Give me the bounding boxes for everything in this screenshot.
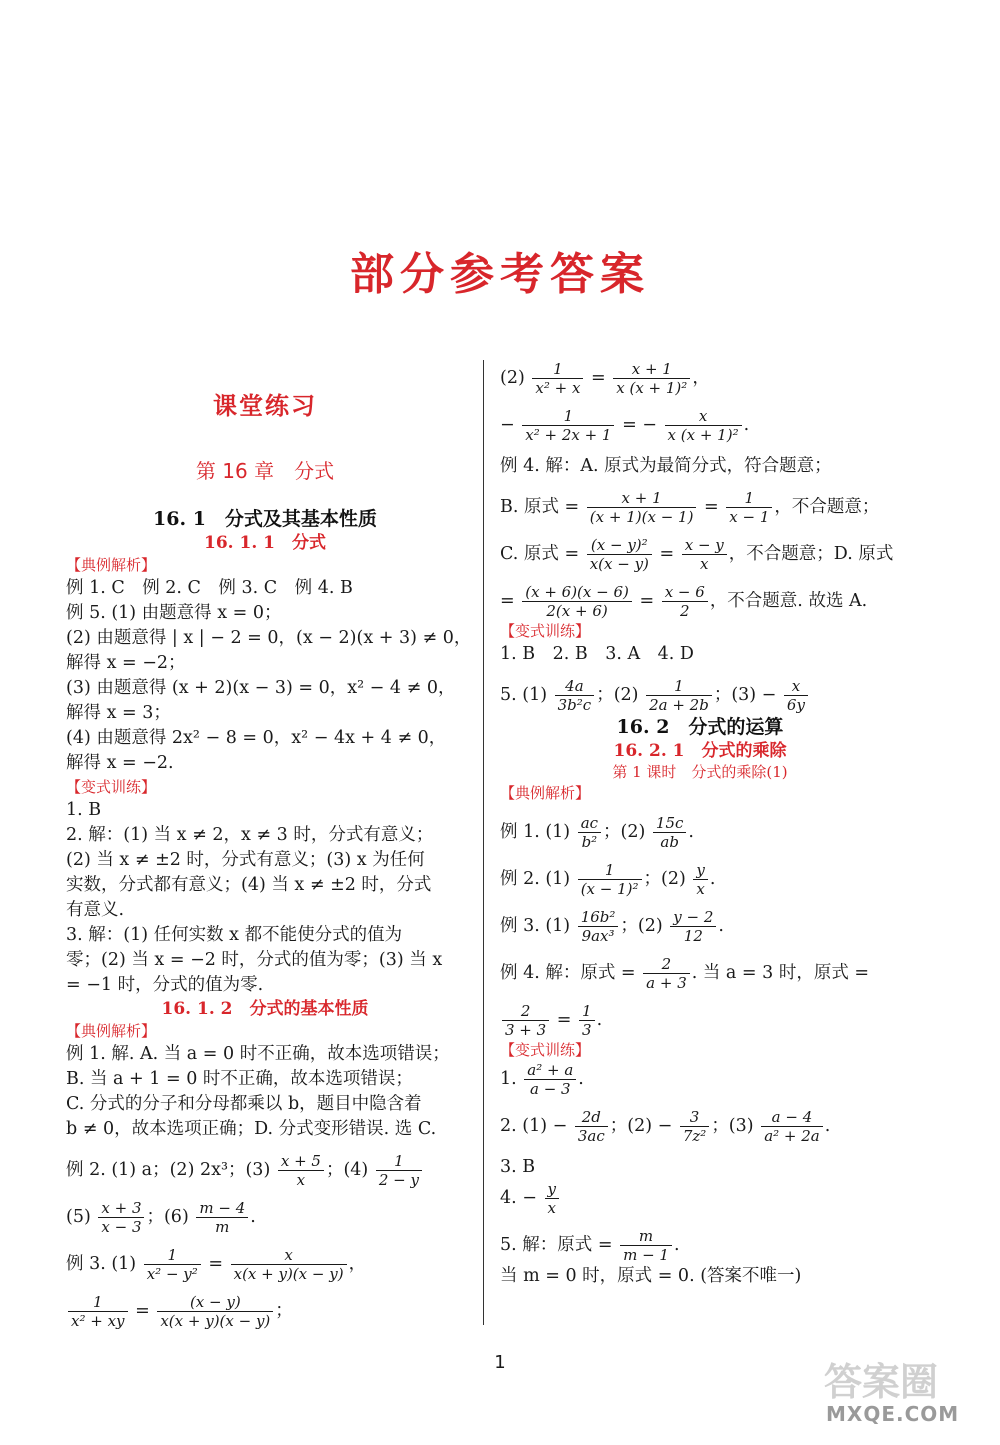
fraction: $\frac{x - 6}{2}$ <box>662 583 708 620</box>
text-line: 1. B 2. B 3. A 4. D <box>500 644 694 664</box>
text-line: 例 1. C 例 2. C 例 3. C 例 4. B <box>66 578 353 598</box>
text-line: 例 5. (1) 由题意得 x = 0； <box>66 603 282 623</box>
text-line: 3. 解：(1) 任何实数 x 都不能使分式的值为 <box>66 925 403 945</box>
page-number: 1 <box>494 1352 506 1373</box>
tag-examples: 【典例解析】 <box>66 1022 157 1040</box>
exercise-5-line: 5. (1) $\frac{4a}{\text{3b²c}}$ ；(2) $\frac{1}{2a + 2b}$ ；(3) − $\frac{x}{6y}$ <box>500 677 900 714</box>
text-line: b ≠ 0，故本选项正确；D. 分式变形错误. 选 C. <box>66 1119 437 1139</box>
text-line: B. 当 a + 1 = 0 时不正确，故本选项错误； <box>66 1069 413 1089</box>
fraction: $\frac{1}{2 - y}$ <box>376 1152 422 1189</box>
heading-16-2: 16. 2 分式的运算 <box>616 716 784 738</box>
fraction: $\frac{1}{\text{(x − 1)²}}$ <box>578 861 642 898</box>
text-line: (2) 由题意得 | x | − 2 = 0，(x − 2)(x + 3) ≠ 0， <box>66 628 472 648</box>
example-3c-line: (2) $\frac{1}{\text{x² + x}}$ = $\frac{x + 1}{\text{x (x + 1)²}}$ ， <box>500 360 710 397</box>
tag-exercises: 【变式训练】 <box>500 1041 591 1059</box>
example-4b-line: B. 原式 = $\frac{x + 1}{(x + 1)(x - 1)}$ = $\frac{1}{x - 1}$ ，不合题意； <box>500 489 880 526</box>
heading-lesson: 第 1 课时 分式的乘除(1) <box>612 763 788 781</box>
text-line: (4) 由题意得 2x² − 8 = 0，x² − 4x + 4 ≠ 0， <box>66 728 447 748</box>
exercise-2-line: 2. (1) − $\frac{2d}{3ac}$ ；(2) − $\frac{3}{\text{7z²}}$ ；(3) $\frac{a - 4}{\text{a² + 2a}}$ . <box>500 1108 831 1145</box>
page-title: 部分参考答案 <box>350 249 650 300</box>
fraction: $\frac{m}{m - 1}$ <box>620 1227 672 1264</box>
fraction: $\frac{m - 4}{m}$ <box>196 1199 248 1236</box>
fraction: $\frac{1}{2a + 2b}$ <box>646 677 712 714</box>
text-line: 零；(2) 当 x = −2 时，分式的值为零；(3) 当 x <box>66 950 443 970</box>
watermark-brand: 答案圈 <box>824 1360 939 1404</box>
fraction: $\frac{(x - y)}{x(x + y)(x - y)}$ <box>157 1293 273 1330</box>
text-line: (3) 由题意得 (x + 2)(x − 3) = 0，x² − 4 ≠ 0， <box>66 678 456 698</box>
heading-16-1-1: 16. 1. 1 分式 <box>204 533 326 553</box>
example-3d-line: − $\frac{1}{\text{x² + 2x + 1}}$ = − $\frac{x}{\text{x (x + 1)²}}$ . <box>500 407 750 444</box>
example-4c-line: C. 原式 = $\frac{\text{(x − y)²}}{x(x - y)}$ = $\frac{x - y}{x}$ ，不合题意；D. 原式 <box>500 536 894 573</box>
text-line: 有意义. <box>66 900 125 920</box>
fraction: $\frac{\text{(x − y)²}}{x(x - y)}$ <box>587 536 652 573</box>
fraction: $\frac{y}{x}$ <box>693 861 707 898</box>
tag-examples: 【典例解析】 <box>66 556 157 574</box>
fraction: $\frac{x + 1}{\text{x (x + 1)²}}$ <box>613 360 690 397</box>
text-line: 1. B <box>66 800 102 820</box>
fraction: $\frac{1}{\text{x² − y²}}$ <box>144 1246 201 1283</box>
fraction: $\frac{x}{x(x + y)(x - y)}$ <box>231 1246 347 1283</box>
text-line: (2) 当 x ≠ ±2 时，分式有意义；(3) x 为任何 <box>66 850 425 870</box>
text-line: 解得 x = −2； <box>66 653 186 673</box>
fraction: $\frac{x + 1}{(x + 1)(x - 1)}$ <box>587 489 697 526</box>
example-3-line: 例 3. (1) $\frac{\text{16b²}}{\text{9ax³}}$ ；(2) $\frac{y - 2}{12}$ . <box>500 908 724 945</box>
section-title: 课堂练习 <box>213 392 317 420</box>
fraction: $\frac{1}{\text{x² + 2x + 1}}$ <box>522 407 614 444</box>
fraction: $\frac{3}{\text{7z²}}$ <box>680 1108 709 1145</box>
text-line: 解得 x = 3； <box>66 703 171 723</box>
right-column <box>500 360 900 1289</box>
heading-16-2-1: 16. 2. 1 分式的乘除 <box>613 741 787 761</box>
text-line: 例 1. 解. A. 当 a = 0 时不正确，故本选项错误； <box>66 1044 450 1064</box>
exercise-1-line: 1. $\frac{\text{a² + a}}{a - 3}$ . <box>500 1061 584 1098</box>
fraction: $\frac{15c}{ab}$ <box>653 814 687 851</box>
fraction: $\frac{2}{a + 3}$ <box>643 955 690 992</box>
fraction: $\frac{\text{a² + a}}{a - 3}$ <box>524 1061 576 1098</box>
fraction: $\frac{\text{16b²}}{\text{9ax³}}$ <box>578 908 619 945</box>
column-divider <box>483 360 484 1325</box>
text-line: C. 分式的分子和分母都乘以 b，题目中隐含着 <box>66 1094 422 1114</box>
example-4d-line: = $\frac{(x + 6)(x - 6)}{2(x + 6)}$ = $\frac{x - 6}{2}$ ，不合题意. 故选 A. <box>500 583 868 620</box>
example-4e-line: $\frac{2}{3 + 3}$ = $\frac{1}{3}$ . <box>500 1002 900 1039</box>
exercise-5-line: 5. 解：原式 = $\frac{m}{m - 1}$ . <box>500 1227 680 1264</box>
text-line: = −1 时，分式的值为零. <box>66 975 264 995</box>
tag-examples: 【典例解析】 <box>500 784 591 802</box>
fraction: $\frac{(x + 6)(x - 6)}{2(x + 6)}$ <box>522 583 632 620</box>
tag-exercises: 【变式训练】 <box>66 778 157 796</box>
text-line: 解得 x = −2. <box>66 753 174 773</box>
fraction: $\frac{4a}{\text{3b²c}}$ <box>555 677 595 714</box>
example-2-line: 例 2. (1) a；(2) 2x³；(3) $\frac{x + 5}{x}$ ；(4) $\frac{1}{2 - y}$ <box>66 1152 464 1189</box>
example-2-line: 例 2. (1) $\frac{1}{\text{(x − 1)²}}$ ；(2) $\frac{y}{x}$ . <box>500 861 716 898</box>
left-column <box>66 360 472 1330</box>
text-line: 例 4. 解：A. 原式为最简分式，符合题意； <box>500 456 832 476</box>
fraction: $\frac{x + 5}{x}$ <box>278 1152 324 1189</box>
heading-16-1-2: 16. 1. 2 分式的基本性质 <box>161 999 369 1019</box>
text-line: 2. 解：(1) 当 x ≠ 2，x ≠ 3 时，分式有意义； <box>66 825 434 845</box>
fraction: $\frac{2d}{3ac}$ <box>575 1108 608 1145</box>
watermark-text: MXQE.COM <box>826 1402 960 1426</box>
fraction: $\frac{x}{\text{x (x + 1)²}}$ <box>665 407 742 444</box>
fraction: $\frac{1}{\text{x² + xy}}$ <box>68 1293 128 1330</box>
tag-exercises: 【变式训练】 <box>500 622 591 640</box>
text-line: 3. B <box>500 1157 536 1177</box>
fraction: $\frac{2}{3 + 3}$ <box>502 1002 549 1039</box>
fraction: $\frac{1}{x - 1}$ <box>726 489 772 526</box>
example-3b-line: $\frac{1}{\text{x² + xy}}$ = $\frac{(x - y)}{x(x + y)(x - y)}$ ； <box>66 1293 464 1330</box>
fraction: $\frac{y - 2}{12}$ <box>670 908 716 945</box>
fraction: $\frac{1}{\text{x² + x}}$ <box>532 360 583 397</box>
text-line: 当 m = 0 时，原式 = 0. (答案不唯一) <box>500 1266 802 1286</box>
example-4-line: 例 4. 解：原式 = $\frac{2}{a + 3}$ . 当 a = 3 时，原式 = <box>500 955 870 992</box>
fraction: $\frac{x}{6y}$ <box>784 677 808 714</box>
fraction: $\frac{ac}{\text{b²}}$ <box>578 814 601 851</box>
exercise-4-line: 4. − $\frac{y}{x}$ <box>500 1180 900 1217</box>
text-line: 实数，分式都有意义；(4) 当 x ≠ ±2 时，分式 <box>66 875 432 895</box>
fraction: $\frac{y}{x}$ <box>545 1180 559 1217</box>
example-2b-line: (5) $\frac{x + 3}{x - 3}$ ；(6) $\frac{m - 4}{m}$ . <box>66 1199 256 1236</box>
fraction: $\frac{x - y}{x}$ <box>682 536 727 573</box>
fraction: $\frac{1}{3}$ <box>579 1002 595 1039</box>
heading-16-1: 16. 1 分式及其基本性质 <box>153 508 377 530</box>
fraction: $\frac{a - 4}{\text{a² + 2a}}$ <box>761 1108 823 1145</box>
example-3-line: 例 3. (1) $\frac{1}{\text{x² − y²}}$ = $\frac{x}{x(x + y)(x - y)}$ ， <box>66 1246 367 1283</box>
chapter-title: 第 16 章 分式 <box>195 459 335 483</box>
fraction: $\frac{x + 3}{x - 3}$ <box>98 1199 144 1236</box>
example-1-line: 例 1. (1) $\frac{ac}{\text{b²}}$ ；(2) $\frac{15c}{ab}$ . <box>500 814 694 851</box>
